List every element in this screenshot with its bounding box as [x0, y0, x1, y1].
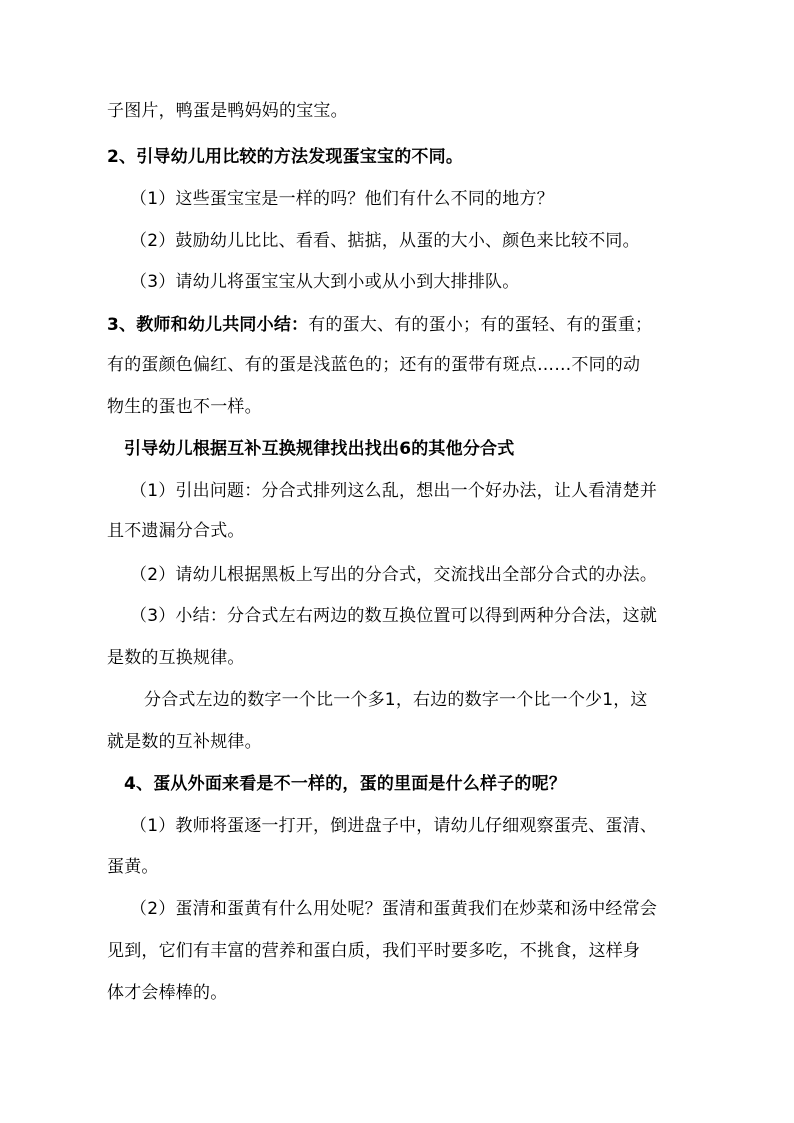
- text-line: 子图片，鸭蛋是鸭妈妈的宝宝。: [107, 101, 348, 121]
- list-item: （3）请幼儿将蛋宝宝从大到小或从小到大排排队。: [130, 272, 520, 292]
- list-item: （1）引出问题：分合式排列这么乱，想出一个好办法，让人看清楚并: [130, 481, 658, 501]
- text-line: 是数的互换规律。: [107, 648, 245, 668]
- list-item: （1）教师将蛋逐一打开，倒进盘子中，请幼儿仔细观察蛋壳、蛋清、: [130, 816, 658, 836]
- text-line: 物生的蛋也不一样。: [107, 397, 262, 417]
- list-item: （2）蛋清和蛋黄有什么用处呢？蛋清和蛋黄我们在炒菜和汤中经常会: [130, 899, 658, 919]
- summary-text: 有的蛋大、有的蛋小；有的蛋轻、有的蛋重；: [308, 315, 653, 335]
- list-item: （1）这些蛋宝宝是一样的吗？他们有什么不同的地方？: [130, 189, 554, 209]
- list-item: （3）小结：分合式左右两边的数互换位置可以得到两种分合法，这就: [130, 606, 658, 626]
- section-heading: 引导幼儿根据互补互换规律找出找出6的其他分合式: [124, 439, 515, 459]
- text-line: 且不遗漏分合式。: [107, 521, 245, 541]
- section-heading: 3、教师和幼儿共同小结：: [107, 315, 309, 335]
- list-item: （2）请幼儿根据黑板上写出的分合式，交流找出全部分合式的办法。: [130, 565, 658, 585]
- text-line: 体才会棒棒的。: [107, 983, 228, 1003]
- text-line: 分合式左边的数字一个比一个多1，右边的数字一个比一个少1，这: [144, 690, 648, 710]
- list-item: （2）鼓励幼儿比比、看看、掂掂，从蛋的大小、颜色来比较不同。: [130, 231, 640, 251]
- text-line: 有的蛋颜色偏红、有的蛋是浅蓝色的；还有的蛋带有斑点……不同的动: [107, 355, 641, 375]
- section-heading: 4、蛋从外面来看是不一样的，蛋的里面是什么样子的呢？: [124, 774, 567, 794]
- text-line: 蛋黄。: [107, 857, 159, 877]
- text-line: 见到，它们有丰富的营养和蛋白质，我们平时要多吃，不挑食，这样身: [107, 941, 641, 961]
- summary-line: [107, 313, 652, 337]
- section-heading: 2、引导幼儿用比较的方法发现蛋宝宝的不同。: [107, 147, 464, 167]
- text-line: 就是数的互补规律。: [107, 732, 262, 752]
